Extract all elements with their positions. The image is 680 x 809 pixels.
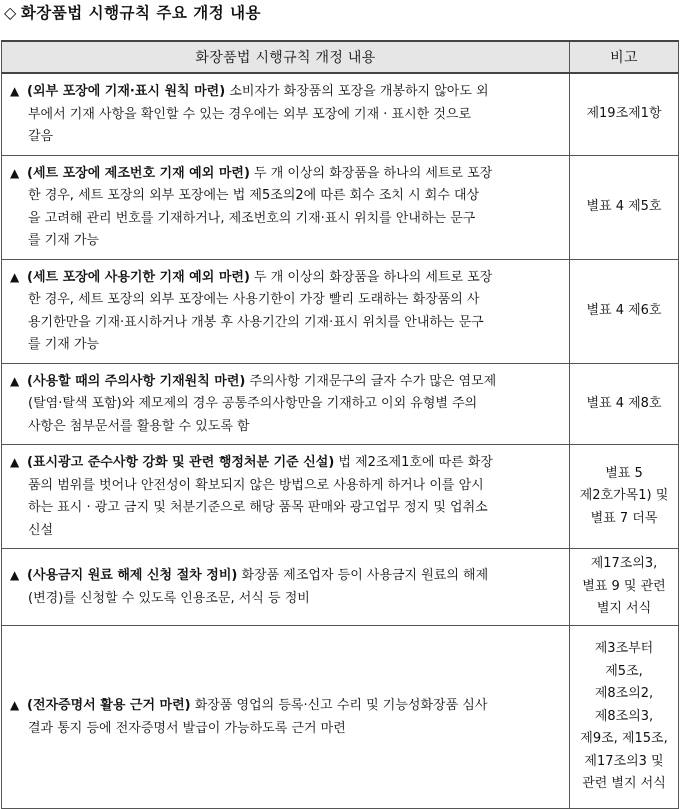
row-text: 한 경우, 세트 포장의 외부 포장에는 법 제5조의2에 따른 회수 조치 시 회수 대상 — [28, 188, 480, 203]
table-row — [2, 73, 679, 155]
row-content — [2, 363, 570, 445]
row-text: 를 기재 가능 — [28, 233, 100, 248]
note-line: 제5조, — [605, 663, 643, 679]
content-line — [10, 104, 563, 127]
row-note — [570, 445, 679, 549]
row-text: 품의 범위를 벗어나 안전성이 확보되지 않은 방법으로 사용하게 하거나 이를 암시 — [28, 477, 484, 493]
triangle-icon: ▲ — [10, 698, 20, 712]
content-line — [10, 497, 563, 520]
row-text: 두 개 이상의 화장품을 하나의 세트로 포장 — [249, 165, 493, 181]
table-row — [2, 445, 679, 549]
row-text: 화장품 영업의 등록·신고 수리 및 기능성화장품 심사 — [190, 698, 488, 713]
row-content — [2, 155, 570, 259]
note-line: 별표 9 및 관련 — [582, 578, 666, 594]
page-title-text: 화장품법 시행규칙 주요 개정 내용 — [20, 4, 262, 22]
row-heading: (표시광고 준수사항 강화 및 관련 행정처분 기준 신설) — [27, 455, 335, 470]
note-line: 별표 7 더목 — [590, 510, 658, 526]
content-line — [10, 185, 563, 208]
content-line — [10, 80, 563, 104]
row-content — [2, 73, 570, 155]
row-text: (탈염·탈색 포함)와 제모제의 경우 공통주의사항만을 기재하고 이외 유형별 주의 — [28, 396, 478, 411]
content-line — [10, 230, 563, 253]
content-line — [10, 393, 563, 416]
content-line — [10, 564, 563, 588]
content-line — [10, 126, 563, 149]
note-line: 제8조의3, — [594, 708, 654, 724]
row-note — [570, 549, 679, 626]
content-line — [10, 416, 563, 439]
note-line: 별표 5 — [605, 465, 643, 481]
row-text: (변경)를 신청할 수 있도록 인용조문, 서식 등 정비 — [28, 590, 310, 606]
row-content — [2, 626, 570, 809]
row-text: 부에서 기재 사항을 확인할 수 있는 경우에는 외부 포장에 기재 · 표시한 것으로 — [28, 106, 472, 122]
content-line — [10, 312, 563, 335]
row-content — [2, 259, 570, 363]
row-heading: (전자증명서 활용 근거 마련) — [27, 698, 191, 713]
content-line — [10, 289, 563, 312]
content-line — [10, 208, 563, 231]
header-note: 비고 — [570, 41, 679, 73]
table-header-row — [2, 41, 679, 73]
row-text: 한 경우, 세트 포장의 외부 포장에는 사용기한이 가장 빨리 도래하는 화장품의 사 — [28, 292, 480, 307]
content-line — [10, 266, 563, 290]
content-line — [10, 334, 563, 357]
content-line — [10, 451, 563, 475]
triangle-icon: ▲ — [10, 568, 20, 582]
row-heading: (사용할 때의 주의사항 기재원칙 마련) — [27, 373, 246, 389]
row-note — [570, 626, 679, 809]
row-note — [570, 155, 679, 259]
table-row — [2, 549, 679, 626]
note-line: 제19조제1항 — [586, 106, 662, 121]
content-line — [10, 718, 563, 741]
content-line — [10, 520, 563, 543]
row-note — [570, 363, 679, 445]
row-content — [2, 445, 570, 549]
table-row — [2, 626, 679, 809]
triangle-icon: ▲ — [10, 165, 20, 180]
note-line: 제17조의3 및 — [584, 753, 664, 769]
row-text: 화장품 제조업자 등이 사용금지 원료의 해제 — [237, 568, 489, 583]
triangle-icon: ▲ — [10, 269, 20, 284]
row-content — [2, 549, 570, 626]
row-heading: (외부 포장에 기재·표시 원칙 마련) — [27, 84, 226, 99]
row-text: 결과 통지 등에 전자증명서 발급이 가능하도록 근거 마련 — [28, 720, 346, 736]
content-line — [10, 694, 563, 718]
row-text: 사항은 첨부문서를 활용할 수 있도록 함 — [28, 418, 250, 434]
note-line: 별지 서식 — [596, 601, 652, 617]
row-text: 주의사항 기재문구의 글자 수가 많은 염모제 — [245, 373, 497, 389]
table-row — [2, 259, 679, 363]
diamond-icon: ◇ — [4, 2, 17, 22]
triangle-icon: ▲ — [10, 84, 20, 98]
row-note — [570, 259, 679, 363]
row-text: 을 고려해 관리 번호를 기재하거나, 제조번호의 기재·표시 위치를 안내하는 문구 — [28, 210, 476, 226]
table-row — [2, 155, 679, 259]
amendment-table — [1, 40, 679, 809]
note-line: 제2호가목1) 및 — [579, 488, 669, 504]
content-line — [10, 370, 563, 394]
note-line: 제9조, 제15조, — [580, 731, 668, 747]
row-heading: (세트 포장에 사용기한 기재 예외 마련) — [27, 269, 250, 285]
row-heading: (사용금지 원료 해제 신청 절차 정비) — [27, 568, 238, 583]
row-text: 법 제2조제1호에 따른 화장 — [334, 455, 493, 470]
triangle-icon: ▲ — [10, 455, 20, 469]
note-line: 별표 4 제5호 — [586, 198, 662, 214]
note-line: 별표 4 제6호 — [586, 302, 662, 318]
row-text: 용기한만을 기재·표시하거나 개봉 후 사용기간의 기재·표시 위치를 안내하는 문구 — [28, 314, 484, 330]
row-text: 두 개 이상의 화장품을 하나의 세트로 포장 — [249, 269, 493, 285]
note-line: 제3조부터 — [594, 641, 654, 657]
row-text: 를 기재 가능 — [28, 337, 100, 352]
note-line: 제8조의2, — [594, 686, 654, 702]
row-note — [570, 73, 679, 155]
row-text: 신설 — [28, 522, 54, 538]
content-line — [10, 588, 563, 611]
row-heading: (세트 포장에 제조번호 기재 예외 마련) — [27, 165, 250, 181]
note-line: 제17조의3, — [590, 556, 658, 572]
note-line: 별표 4 제8호 — [586, 395, 662, 411]
table-row — [2, 363, 679, 445]
row-text: 소비자가 화장품의 포장을 개봉하지 않아도 외 — [225, 84, 489, 99]
triangle-icon: ▲ — [10, 373, 20, 388]
content-line — [10, 475, 563, 498]
row-text: 갈음 — [28, 129, 54, 144]
content-line — [10, 162, 563, 186]
row-text: 하는 표시 · 광고 금지 및 처분기준으로 해당 품목 판매와 광고업무 정지 및 업취소 — [28, 500, 488, 515]
note-line: 관련 별지 서식 — [582, 776, 666, 792]
page-title — [4, 0, 261, 24]
header-content: 화장품법 시행규칙 개정 내용 — [2, 41, 570, 73]
